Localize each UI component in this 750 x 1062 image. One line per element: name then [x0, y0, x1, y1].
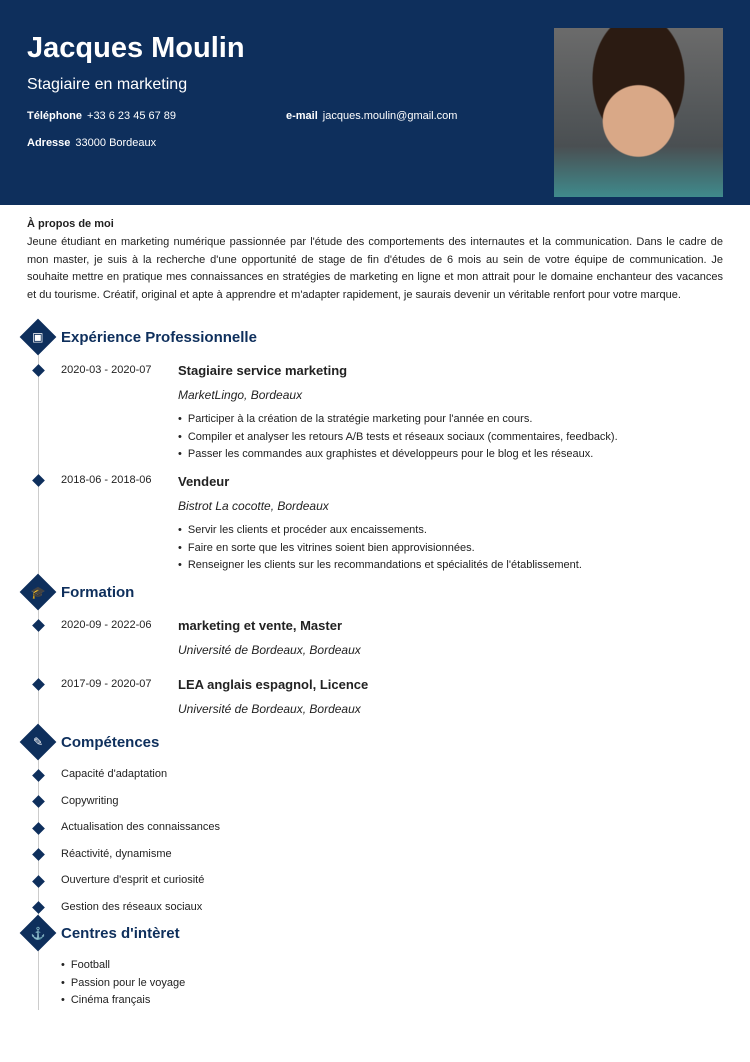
- job-title: Vendeur: [178, 474, 230, 489]
- company: MarketLingo, Bordeaux: [178, 388, 303, 402]
- address-value: 33000 Bordeaux: [75, 137, 157, 149]
- timeline-dot: [32, 474, 45, 487]
- anchor-icon: ⚓: [30, 925, 46, 940]
- timeline-dot: [32, 901, 45, 914]
- timeline-dot: [32, 795, 45, 808]
- school: Université de Bordeaux, Bordeaux: [178, 643, 361, 657]
- job-title: Stagiaire en marketing: [27, 76, 188, 93]
- skill: Ouverture d'esprit et curiosité: [61, 874, 205, 886]
- job-bullets: [178, 411, 618, 464]
- degree: marketing et vente, Master: [178, 618, 343, 633]
- phone-value: +33 6 23 45 67 89: [87, 110, 177, 122]
- section-title: Compétences: [61, 733, 160, 751]
- bullet: • Passer les commandes aux graphistes et développeurs pour le blog et les réseaux.: [178, 446, 618, 464]
- section-interests: [22, 917, 180, 949]
- edu-dates: 2017-09 - 2020-07: [61, 678, 152, 690]
- bullet: • Compiler et analyser les retours A/B tests et réseaux sociaux (commentaires, feedback).: [178, 429, 618, 447]
- degree: LEA anglais espagnol, Licence: [178, 677, 369, 692]
- section-title: Formation: [61, 583, 135, 601]
- section-skills: [22, 726, 159, 758]
- about-heading: À propos de moi: [27, 218, 114, 230]
- address-label: Adresse: [27, 137, 71, 149]
- bullet: • Faire en sorte que les vitrines soient bien approvisionnées.: [178, 540, 582, 558]
- skill: Gestion des réseaux sociaux: [61, 901, 203, 913]
- school: Université de Bordeaux, Bordeaux: [178, 702, 361, 716]
- header: [0, 0, 750, 205]
- timeline-dot: [32, 364, 45, 377]
- timeline-dot: [32, 769, 45, 782]
- email-label: e-mail: [286, 110, 318, 122]
- about-text: Jeune étudiant en marketing numérique passionnée par l'étude des comportements des internautes et la communication. Dans le cadre de mon master, je suis à la recherche d'une opportunité de stage de fin d'études de 6 mois au sein de votre équipe de communication. Je souhaite mettre en pratique mes connaissances en stratégies de marketing en ligne et mon attrait pour le domaine enchanteur des vacances et du tourisme. Créatif, original et apte à apprendre et m'adapter rapidement, je saurais devenir un véritable renfort pour votre marque.: [27, 236, 723, 301]
- job-title: Stagiaire service marketing: [178, 363, 348, 378]
- interest: • Cinéma français: [61, 992, 185, 1010]
- email: [286, 110, 457, 122]
- section-experience: [22, 321, 257, 353]
- skill: Actualisation des connaissances: [61, 821, 220, 833]
- timeline-dot: [32, 822, 45, 835]
- job-dates: 2018-06 - 2018-06: [61, 474, 152, 486]
- candidate-name: Jacques Moulin: [27, 32, 245, 64]
- job-bullets: [178, 522, 582, 575]
- interest: • Passion pour le voyage: [61, 975, 185, 993]
- timeline-dot: [32, 619, 45, 632]
- email-value: jacques.moulin@gmail.com: [322, 110, 458, 122]
- address: [27, 137, 156, 149]
- job-dates: 2020-03 - 2020-07: [61, 364, 152, 376]
- skill: Capacité d'adaptation: [61, 768, 168, 780]
- section-title: Expérience Professionnelle: [61, 328, 257, 346]
- briefcase-icon: ▣: [32, 330, 44, 344]
- interests-list: [61, 957, 185, 1010]
- phone: [27, 110, 176, 122]
- section-title: Centres d'intèret: [61, 924, 180, 942]
- profile-photo: [554, 28, 723, 197]
- bullet: • Servir les clients et procéder aux encaissements.: [178, 522, 582, 540]
- phone-label: Téléphone: [27, 110, 83, 122]
- bullet: • Renseigner les clients sur les recommandations et spécialités de l'établissement.: [178, 557, 582, 575]
- lightbulb-icon: ✎: [32, 735, 44, 749]
- timeline-dot: [32, 678, 45, 691]
- graduation-cap-icon: 🎓: [30, 584, 46, 599]
- company: Bistrot La cocotte, Bordeaux: [178, 499, 329, 513]
- timeline-dot: [32, 848, 45, 861]
- edu-dates: 2020-09 - 2022-06: [61, 619, 152, 631]
- bullet: • Participer à la création de la stratégie marketing pour l'année en cours.: [178, 411, 618, 429]
- skill: Copywriting: [61, 795, 119, 807]
- skill: Réactivité, dynamisme: [61, 848, 172, 860]
- timeline-dot: [32, 875, 45, 888]
- section-education: [22, 576, 134, 608]
- interest: • Football: [61, 957, 185, 975]
